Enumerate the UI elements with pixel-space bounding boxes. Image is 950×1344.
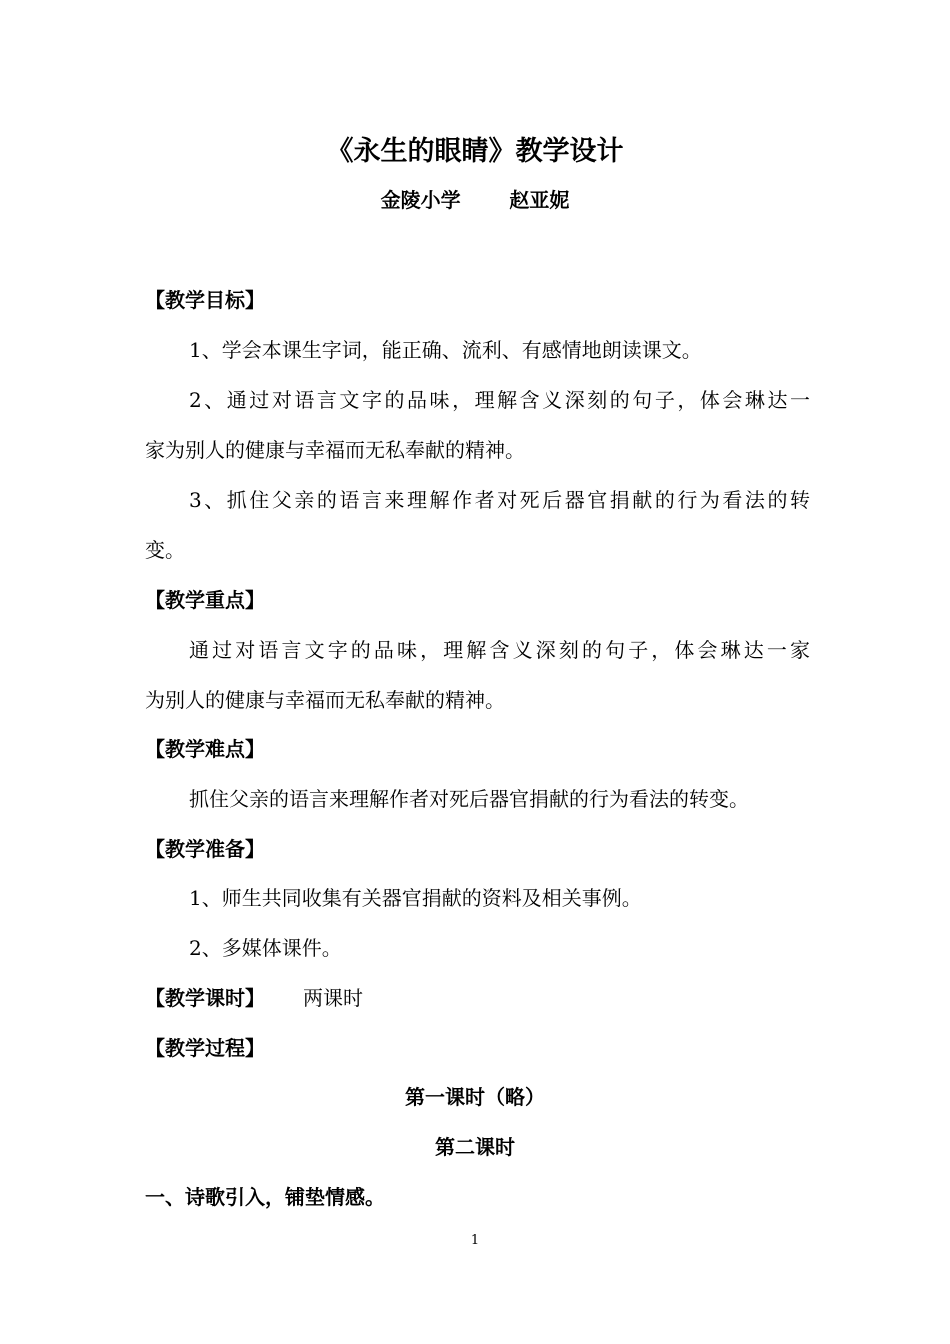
hours-line — [145, 984, 810, 1012]
process-step-1: 一、诗歌引入，铺垫情感。 — [145, 1185, 385, 1209]
process-heading: 【教学过程】 — [145, 1036, 265, 1060]
hours-heading: 【教学课时】 — [145, 986, 265, 1010]
key-points-line-1: 通过对语言文字的品味，理解含义深刻的句子，体会琳达一家 — [189, 638, 810, 662]
key-points-line-2: 为别人的健康与幸福而无私奉献的精神。 — [145, 688, 505, 712]
hours-value: 两课时 — [303, 986, 363, 1010]
lesson-1-title: 第一课时（略） — [405, 1085, 545, 1109]
objective-item-3-line-2: 变。 — [145, 538, 185, 562]
objective-item-2-line-1: 2、通过对语言文字的品味，理解含义深刻的句子，体会琳达一 — [189, 388, 810, 412]
objective-item-1: 1、学会本课生字词，能正确、流利、有感情地朗读课文。 — [189, 338, 702, 362]
objectives-heading: 【教学目标】 — [145, 288, 265, 312]
page-number: 1 — [470, 1233, 480, 1248]
objective-item-3-line-1: 3、抓住父亲的语言来理解作者对死后器官捐献的行为看法的转 — [189, 488, 810, 512]
objective-item-2-line-2: 家为别人的健康与幸福而无私奉献的精神。 — [145, 438, 525, 462]
lesson-2-title: 第二课时 — [435, 1135, 515, 1159]
preparation-item-2: 2、多媒体课件。 — [189, 936, 342, 960]
preparation-heading: 【教学准备】 — [145, 837, 265, 861]
preparation-item-1: 1、师生共同收集有关器官捐献的资料及相关事例。 — [189, 886, 642, 910]
difficulties-line-1: 抓住父亲的语言来理解作者对死后器官捐献的行为看法的转变。 — [189, 787, 749, 811]
difficulties-heading: 【教学难点】 — [145, 737, 265, 761]
key-points-heading: 【教学重点】 — [145, 588, 265, 612]
document-title: 《永生的眼睛》教学设计 — [326, 136, 624, 167]
author-line: 金陵小学 赵亚妮 — [380, 188, 570, 212]
